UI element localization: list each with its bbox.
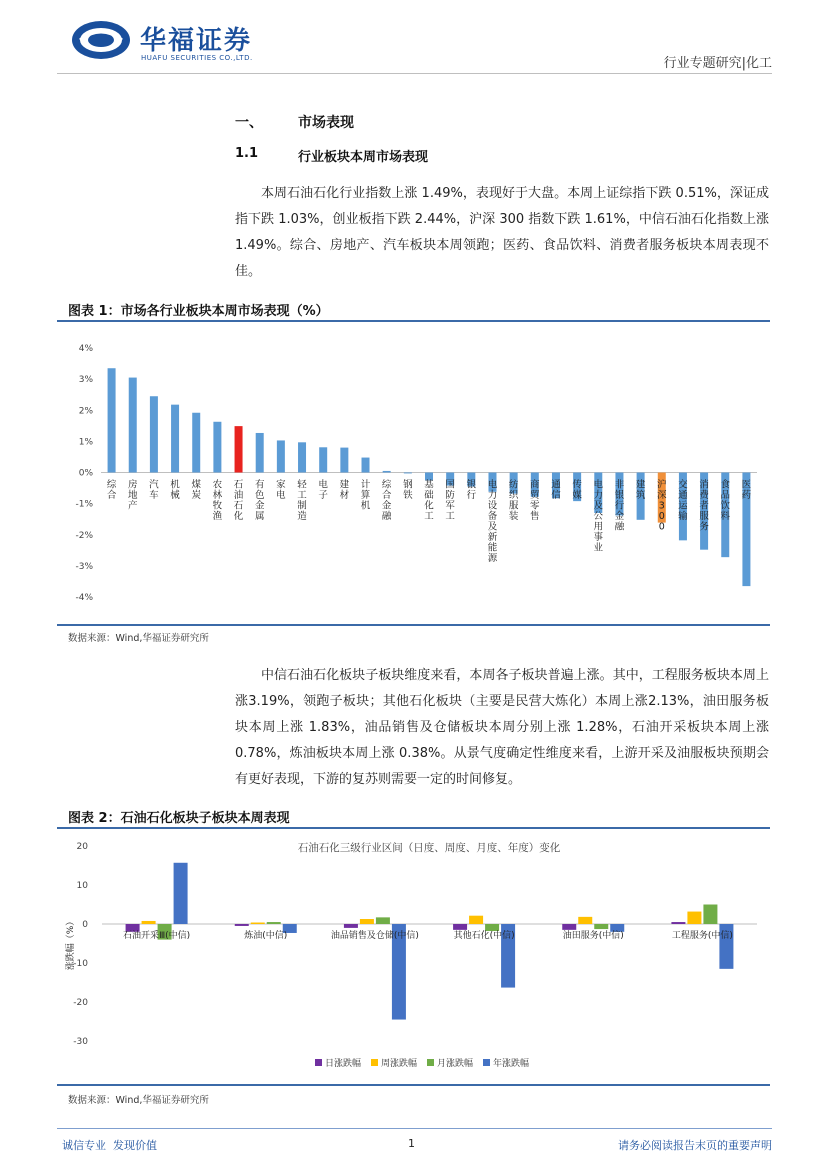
category-label: 电子 xyxy=(318,479,328,501)
figure2-bottom-rule xyxy=(57,1084,770,1086)
footer-divider xyxy=(57,1128,772,1129)
footer-slogan: 诚信专业 发现价值 xyxy=(62,1139,157,1152)
category-label: 炼油(中信) xyxy=(244,931,288,941)
y-tick-label: -10 xyxy=(73,959,88,969)
category-label: 基础化工 xyxy=(424,479,434,522)
legend-label: 年涨跌幅 xyxy=(493,1059,530,1069)
bar-日涨跌幅-油品销售及仓储(中信) xyxy=(344,924,358,928)
legend-swatch-年涨跌幅 xyxy=(483,1059,490,1066)
bar-周涨跌幅-工程服务(中信) xyxy=(687,912,701,924)
category-label: 非银行金融 xyxy=(614,479,625,533)
category-label: 电力设备及新能源 xyxy=(487,479,498,564)
chart2-title: 石油石化三级行业区间（日度、周度、月度、年度）变化 xyxy=(297,842,561,854)
figure2-source: 数据来源：Wind,华福证券研究所 xyxy=(68,1095,209,1106)
bar-房地产 xyxy=(129,378,137,473)
category-label: 计算机 xyxy=(360,479,371,512)
category-label: 银行 xyxy=(466,479,477,501)
logo-english-name: HUAFU SECURITIES CO.,LTD. xyxy=(141,54,253,62)
category-label: 房地产 xyxy=(127,479,138,512)
category-label: 综合 xyxy=(106,479,117,501)
bar-综合 xyxy=(108,368,116,472)
bar-月涨跌幅-油田服务(中信) xyxy=(594,924,608,929)
bar-月涨跌幅-炼油(中信) xyxy=(267,922,281,924)
subsector-performance-chart xyxy=(57,829,770,1079)
category-label: 建材 xyxy=(339,479,350,501)
category-label: 油田服务(中信) xyxy=(562,931,624,941)
company-logo xyxy=(70,18,280,66)
y-tick-label: 1% xyxy=(78,437,93,448)
section-title: 市场表现 xyxy=(298,115,354,131)
bar-石油石化 xyxy=(235,426,243,472)
y-axis-label: 涨跌幅（%） xyxy=(66,916,76,971)
category-label: 食品饮料 xyxy=(720,479,731,522)
category-label: 商贸零售 xyxy=(530,479,540,522)
y-tick-label: -20 xyxy=(73,998,88,1008)
bar-日涨跌幅-其他石化(中信) xyxy=(453,924,467,930)
subsection-number: 1.1 xyxy=(235,146,259,161)
report-type: 行业专题研究|化工 xyxy=(663,56,772,71)
legend-label: 月涨跌幅 xyxy=(437,1059,474,1069)
figure1-title: 图表 1：市场各行业板块本周市场表现（%） xyxy=(68,304,329,319)
logo-chinese-name: 华福证券 xyxy=(140,26,253,56)
legend-swatch-周涨跌幅 xyxy=(371,1059,378,1066)
category-label: 石油石化 xyxy=(233,479,244,522)
section-number: 一、 xyxy=(235,115,263,131)
legend-swatch-月涨跌幅 xyxy=(427,1059,434,1066)
category-label: 医药 xyxy=(741,479,752,501)
category-label: 沪深 3 0 0 xyxy=(657,479,667,533)
category-label: 国防军工 xyxy=(445,479,455,522)
y-tick-label: -1% xyxy=(75,499,93,510)
page-number: 1 xyxy=(408,1137,415,1150)
y-tick-label: 3% xyxy=(78,375,93,386)
y-tick-label: 20 xyxy=(76,842,88,852)
paragraph-market-summary: 本周石油石化行业指数上涨 1.49%，表现好于大盘。本周上证综指下跌 0.51%，深证成指下跌 1.03%，创业板指下跌 2.44%，沪深 300 指数下跌 1.61%，中信石油石化指数上涨 1.49%。综合、房地产、汽车板块本周领跑；医药、食品饮料、消费者服务板块本周表现不佳。 xyxy=(235,186,769,279)
bar-汽车 xyxy=(150,396,158,472)
y-tick-label: -4% xyxy=(75,593,93,603)
bar-周涨跌幅-其他石化(中信) xyxy=(469,916,483,924)
category-label: 传媒 xyxy=(572,479,582,501)
category-label: 有色金属 xyxy=(254,479,265,522)
category-label: 消费者服务 xyxy=(699,479,709,533)
category-label: 通信 xyxy=(551,479,561,501)
industry-performance-chart xyxy=(57,322,770,622)
category-label: 汽车 xyxy=(149,479,159,501)
footer-disclaimer: 请务必阅读报告末页的重要声明 xyxy=(618,1139,772,1152)
bar-日涨跌幅-油田服务(中信) xyxy=(562,924,576,930)
bar-煤炭 xyxy=(192,413,200,473)
category-label: 电力及公用事业 xyxy=(593,479,604,554)
category-label: 工程服务(中信) xyxy=(671,931,733,941)
bar-日涨跌幅-炼油(中信) xyxy=(235,924,249,926)
bar-日涨跌幅-工程服务(中信) xyxy=(671,922,685,924)
category-label: 轻工制造 xyxy=(297,479,307,522)
bar-年涨跌幅-石油开采Ⅲ(中信) xyxy=(174,863,188,924)
bar-农林牧渔 xyxy=(213,422,221,473)
paragraph-subsector-summary: 中信石油石化板块子板块维度来看，本周各子板块普遍上涨。其中，工程服务板块本周上涨3.19%，领跑子板块；其他石化板块（主要是民营大炼化）本周上涨2.13%，油田服务板块本周上涨 1.83%，油品销售及仓储板块本周分别上涨 1.28%，石油开采板块本周上涨 0.78%，炼油板块本周上涨 0.38%。从景气度确定性维度来看，上游开采及油服板块预期会有更好表现，下游的复苏则需要一定的时间修复。 xyxy=(235,668,769,787)
bar-轻工制造 xyxy=(298,442,306,472)
figure1-bottom-rule xyxy=(57,624,770,626)
header-divider xyxy=(57,73,772,74)
figure2-title: 图表 2：石油石化板块子板块本周表现 xyxy=(68,811,290,826)
category-label: 家电 xyxy=(276,479,286,501)
y-tick-label: 2% xyxy=(78,406,93,417)
category-label: 综合金融 xyxy=(381,479,392,522)
legend-label: 周涨跌幅 xyxy=(381,1059,418,1069)
bar-月涨跌幅-油品销售及仓储(中信) xyxy=(376,917,390,924)
bar-月涨跌幅-工程服务(中信) xyxy=(703,905,717,925)
y-tick-label: 4% xyxy=(78,344,93,354)
y-tick-label: 0 xyxy=(82,920,88,930)
bar-综合金融 xyxy=(383,471,391,473)
legend-swatch-日涨跌幅 xyxy=(315,1059,322,1066)
category-label: 石油开采Ⅲ(中信) xyxy=(122,931,191,941)
logo-mark-icon xyxy=(70,18,132,62)
bar-有色金属 xyxy=(256,433,264,473)
y-tick-label: -3% xyxy=(75,561,93,572)
figure1-source: 数据来源：Wind,华福证券研究所 xyxy=(68,633,209,644)
y-tick-label: -30 xyxy=(73,1037,88,1047)
bar-周涨跌幅-炼油(中信) xyxy=(251,923,265,924)
bar-月涨跌幅-其他石化(中信) xyxy=(485,924,499,931)
category-label: 建筑 xyxy=(635,479,646,501)
bar-机械 xyxy=(171,405,179,473)
bar-周涨跌幅-油田服务(中信) xyxy=(578,917,592,924)
category-label: 机械 xyxy=(170,479,180,501)
category-label: 农林牧渔 xyxy=(212,479,223,522)
bar-周涨跌幅-石油开采Ⅲ(中信) xyxy=(142,921,156,924)
y-tick-label: 10 xyxy=(76,881,88,891)
bar-电子 xyxy=(319,447,327,472)
bar-建材 xyxy=(340,448,348,473)
category-label: 钢铁 xyxy=(403,479,413,501)
category-label: 纺织服装 xyxy=(508,479,519,522)
category-label: 煤炭 xyxy=(191,479,201,501)
category-label: 油品销售及仓储(中信) xyxy=(330,931,419,941)
legend-label: 日涨跌幅 xyxy=(325,1059,362,1069)
category-label: 交通运输 xyxy=(678,479,688,522)
bar-周涨跌幅-油品销售及仓储(中信) xyxy=(360,919,374,924)
bar-计算机 xyxy=(362,458,370,473)
y-tick-label: -2% xyxy=(75,530,93,541)
category-label: 其他石化(中信) xyxy=(453,931,515,941)
bar-钢铁 xyxy=(404,473,412,474)
subsection-title: 行业板块本周市场表现 xyxy=(298,150,429,165)
y-tick-label: 0% xyxy=(78,468,93,479)
bar-家电 xyxy=(277,440,285,472)
